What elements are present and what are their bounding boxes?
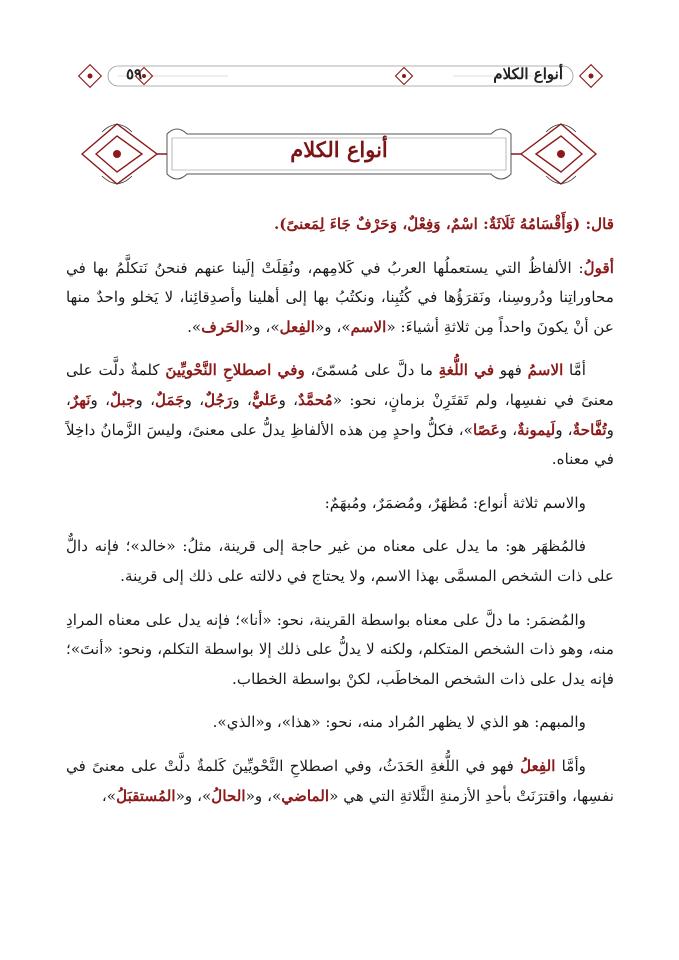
main-text [66, 210, 614, 825]
example-tuffaha: تُفَّاحةٌ [572, 420, 607, 439]
running-title: أنواع الكلام [493, 65, 563, 83]
term-mustaqbal: المُستقبَلُ [116, 786, 176, 805]
example-ali: عَليٌّ [251, 390, 279, 409]
paragraph-ism-types: والاسم ثلاثة أنواع: مُظهَرٌ، ومُضمَرٌ، ومُبهَمٌ: [324, 493, 586, 512]
example-rajul: رَجُلٌ [204, 390, 233, 409]
paragraph-aqulu: أقولُ: الألفاظُ التي يستعملُها العربُ في كَلامِهم، ونُقِلَتْ إلَينا عنهم فنحنُ نَتكلَّمُ بها في محاوراتِنا ودُروسِنا، ونَقرَؤُها في كُتُبِنا، ونكتُبُ بها إلى أهلينا وأصدِقائِنا، لا يَخلو واحدٌ منها عن أنْ يكونَ واحداً مِن ثلاثةِ أشياءَ: «الاسم»، و«الفِعل»، و«الحَرف». [66, 258, 614, 336]
example-laymuna: لَيمونةٌ [517, 420, 556, 439]
chapter-banner [72, 112, 606, 196]
example-nahr: نَهرٌ [70, 390, 91, 409]
example-muhammad: مُحمَّدٌ [298, 390, 333, 409]
term-ism: الاسم [350, 317, 387, 336]
example-jamal: جَمَلٌ [154, 390, 185, 409]
matn-quote: (وَأَقْسَامُهُ ثَلَاثَةٌ: اسْمٌ، وَفِعْلٌ، وَحَرْفٌ جَاءَ لِمَعنىً). [274, 215, 586, 233]
term-harf: الحَرف [201, 317, 244, 336]
label-qala: قال: [585, 215, 614, 233]
paragraph-mudmar: والمُضمَر: ما دلَّ على معناه بواسطة القرينة، نحو: «أنا»؛ فإنه يدل على معناه المرادِ منه، وهو ذات الشخص المتكلم، ولكنه لا يدلُّ على ذلك إلا بواسطة التكلم، ونحو: «أنتَ»؛ فإنه يدل على ذات الشخص المخاطَب، لكنْ بواسطة الخطاب. [66, 610, 614, 688]
running-header [78, 60, 603, 92]
term-madi: الماضي [281, 786, 330, 805]
label-aqulu: أقولُ [583, 258, 614, 277]
term-hal: الحالُ [211, 786, 246, 805]
example-asa: عَصًا [472, 420, 500, 439]
term-istilah: وفي اصطلاحِ النَّحْويِّينَ [165, 361, 305, 380]
paragraph-ism-definition: أمَّا الاسمُ فهو في اللُّغةِ ما دلَّ على مُسمّىً، وفي اصطلاحِ النَّحْويِّينَ كلمةٌ دلَّت على معنىً في نفسِها، ولم تَقتَرِنْ بزمانٍ، نحو: «مُحمَّدٌ، وعَليٌّ، ورَجُلٌ، وجَمَلٌ، وجبلٌ، ونَهرٌ، وتُفَّاحةٌ، ولَيمونةٌ، وعَصًا»، فكلُّ واحدٍ مِن هذه الألفاظِ يدلُّ على معنىً، وليسَ الزَّمانُ داخِلاً في معناه. [66, 361, 614, 469]
term-fil-definition: الفِعلُ [520, 756, 556, 775]
example-jabal: جبلٌ [110, 390, 136, 409]
paragraph-muzhar: فالمُظهَر هو: ما يدل على معناه من غير حاجة إلى قرينة، مثلُ: «خالد»؛ فإنه دالٌّ على ذات الشخص المسمَّى بهذا الاسم، ولا يحتاج في دلالته على ذلك إلى قرينة. [66, 537, 614, 585]
term-lugha: في اللُّغةِ [438, 361, 495, 380]
paragraph-qala [66, 210, 614, 240]
chapter-title: أنواع الكلام [290, 137, 388, 162]
paragraph-mubham: والمبهم: هو الذي لا يظهر المُراد منه، نحو: «هذا»، و«الذي». [212, 713, 586, 732]
paragraph-fil-definition: وأمَّا الفِعلُ فهو في اللُّغةِ الحَدَثُ، وفي اصطلاحِ النَّحْويِّينَ كَلمةٌ دلَّتْ على معنىً في نفسِها، واقترَنَتْ بأحدِ الأزمنةِ الثَّلاثةِ التي هي «الماضي»، و«الحالُ»، و«المُستقبَلُ»، [66, 756, 614, 805]
term-fil: الفِعل [279, 317, 316, 336]
term-ism-definition: الاسمُ [527, 361, 564, 380]
page-number: ٥٩ [126, 65, 143, 83]
